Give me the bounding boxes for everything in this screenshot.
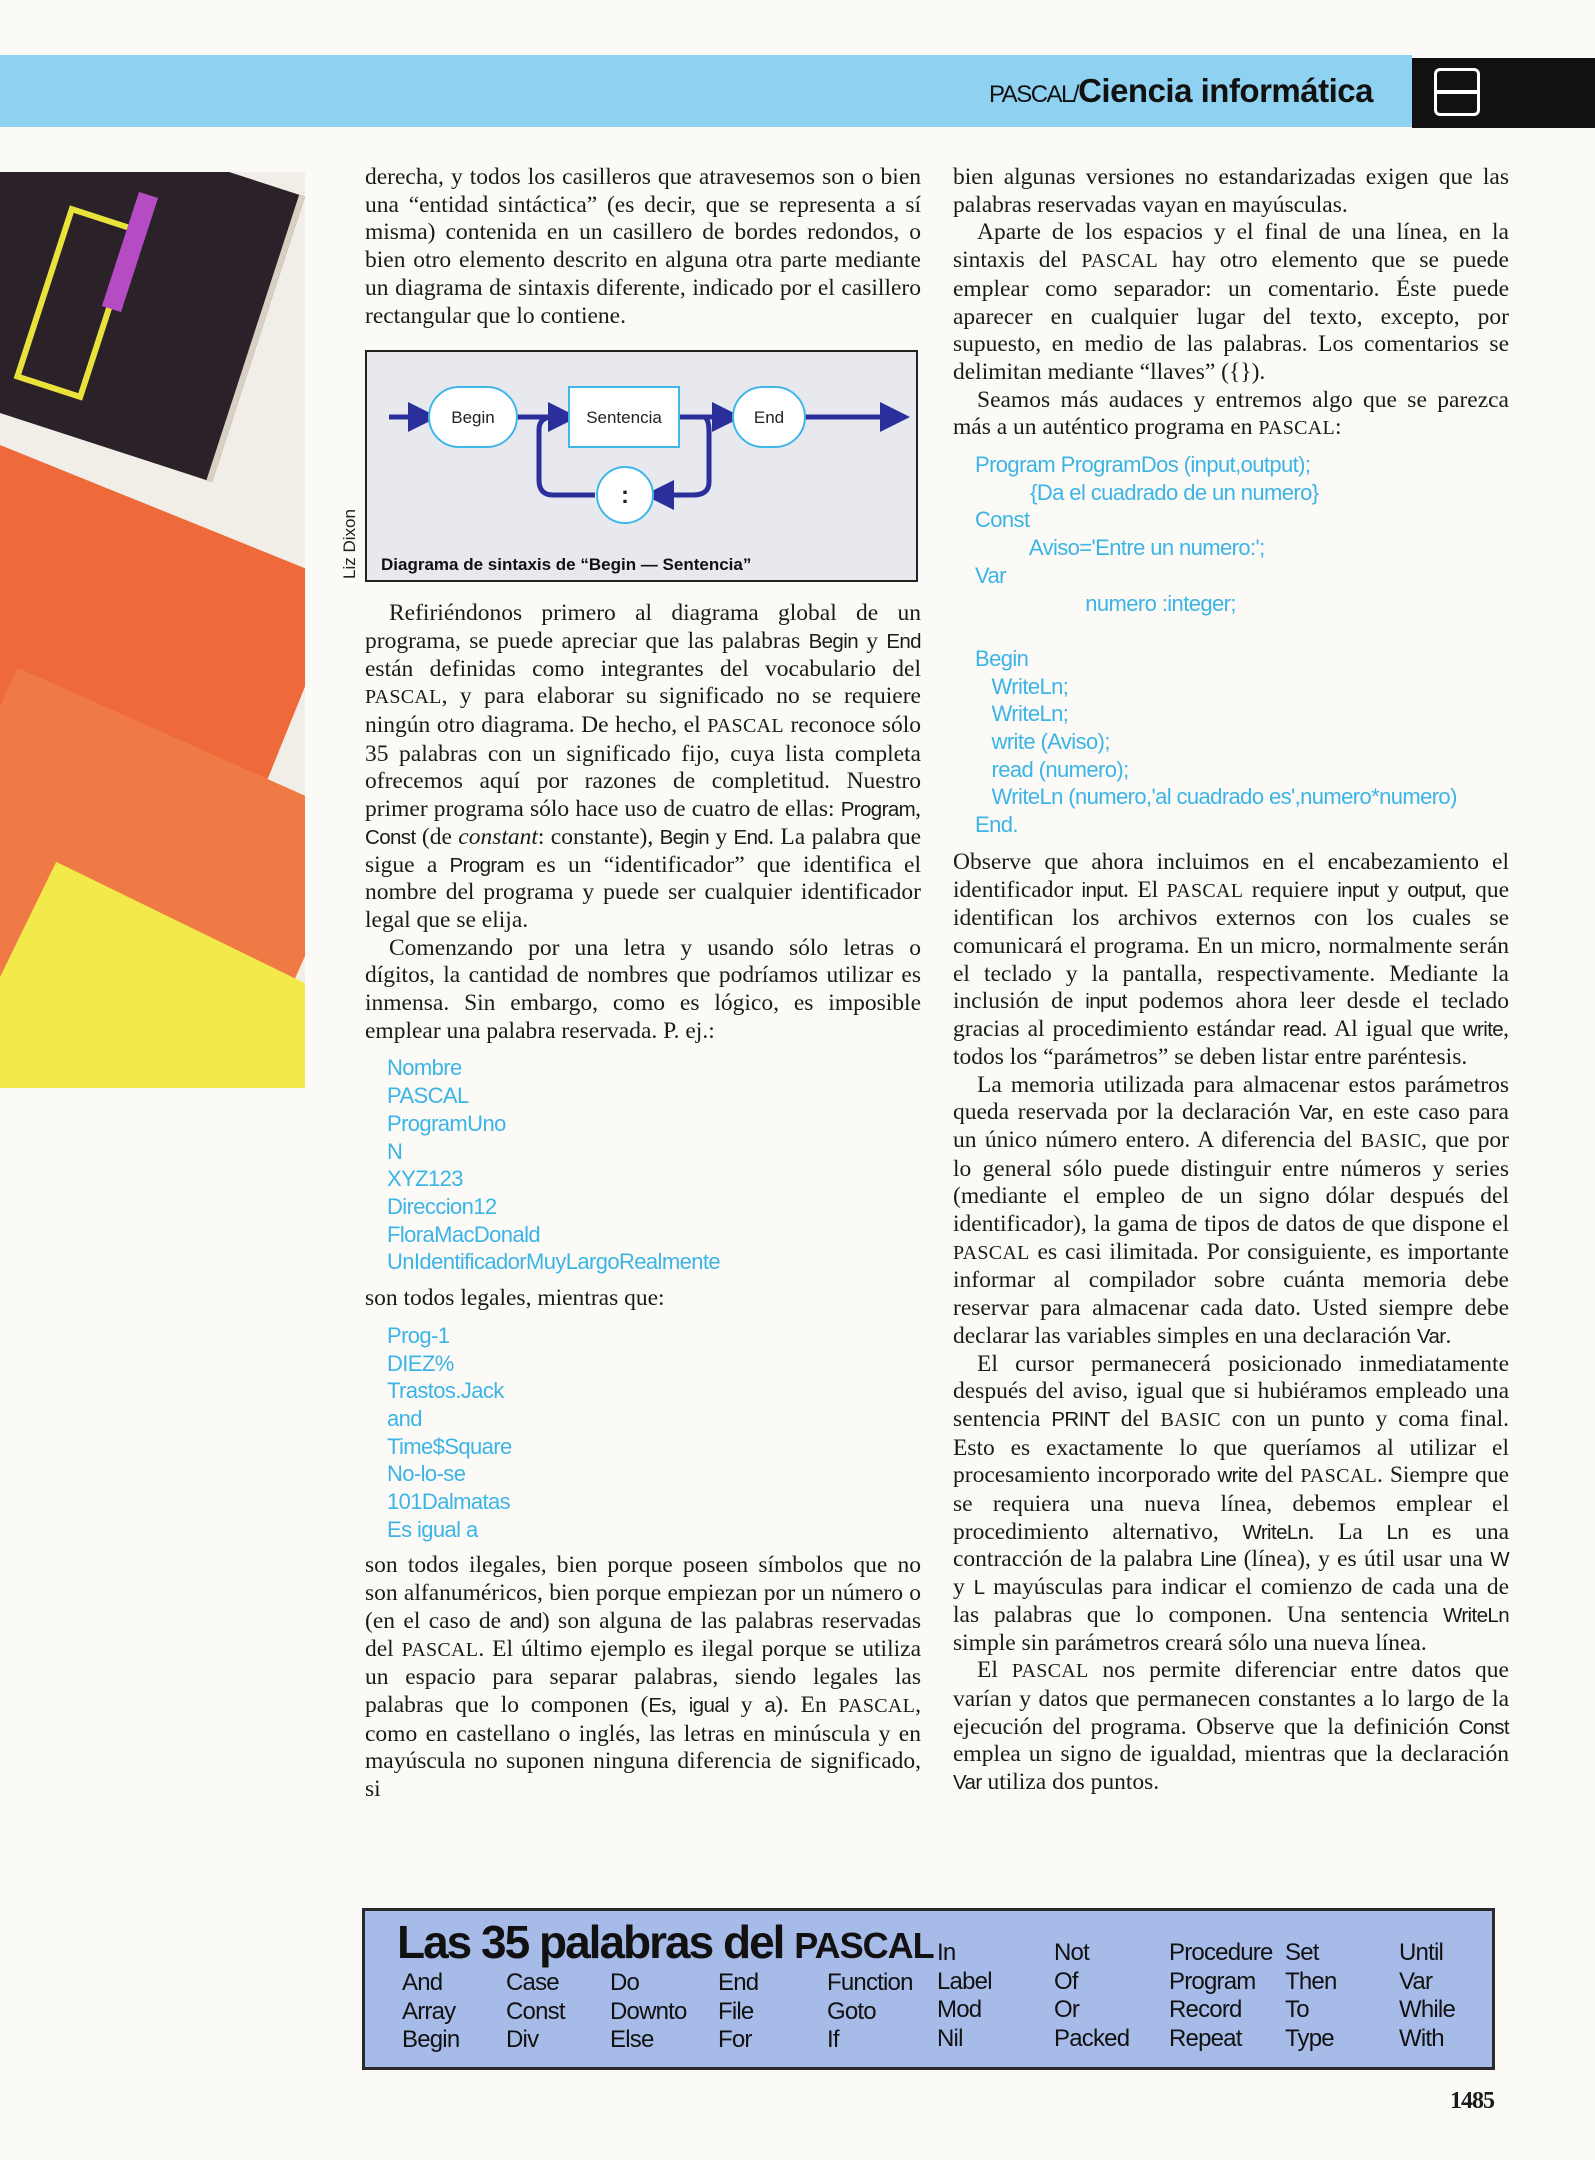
paragraph: Aparte de los espacios y el final de una línea, en la sintaxis del PASCAL hay otro elemento que se puede emplear como separador: un comentario. Éste puede aparecer en cualquier lugar del texto, excepto, por supuesto, en medio de las palabras. Los comentarios se delimitan mediante “llaves” ({}). (953, 219, 1509, 385)
code-line: No-lo-se (387, 1461, 466, 1487)
keyword: input (1081, 878, 1123, 902)
separator-label: : (621, 482, 629, 510)
reserved-word: Of (1054, 1967, 1078, 1995)
paragraph: El cursor permanecerá posicionado inmediatamente después del aviso, igual que si hubiéramos empleado una sentencia PRINT del BASIC con un punto y coma final. Esto es exactamente lo que queríamos al utilizar el procesamiento incorporado write del PASCAL. Siempre que se requiera una nueva línea, debemos emplear el procedimiento alternativo, WriteLn. La Ln es una contracción de la palabra Line (línea), y es útil usar una W y L mayúsculas para indicar el comienzo de cada una de las palabras que lo componen. Una sentencia WriteLn simple sin parámetros creará sólo una nueva línea. (953, 1350, 1510, 1656)
keyword: igual (688, 1693, 730, 1717)
keyword: and (509, 1609, 542, 1633)
section-tab (1412, 58, 1595, 128)
reserved-words-column (506, 1969, 565, 2055)
software-packages-photo (0, 172, 305, 1088)
syntax-diagram-figure (340, 350, 918, 582)
reserved-words-column (1399, 1939, 1455, 2053)
reserved-word: End (718, 1969, 759, 1996)
keyword: L (973, 1576, 985, 1600)
code-line: Var (975, 562, 1006, 588)
code-line (975, 617, 1509, 645)
reserved-word: If (827, 2026, 839, 2053)
reserved-words-column (937, 1939, 992, 2053)
code-line: Direccion12 (387, 1193, 497, 1219)
reserved-word: To (1285, 1996, 1309, 2023)
paragraph: Seamos más audaces y entremos algo que se parezca más a un auténtico programa en PASCAL: (953, 386, 1509, 441)
reserved-word: Else (610, 2026, 654, 2053)
code-line: Const (975, 507, 1030, 533)
language-name: PASCAL (1258, 417, 1336, 440)
reserved-words-column (1169, 1939, 1273, 2053)
running-header (989, 72, 1373, 110)
code-line: FloraMacDonald (387, 1221, 541, 1247)
code-line: Prog-1 (387, 1322, 450, 1348)
language-name: PASCAL (838, 1694, 916, 1717)
keyword: output (1407, 878, 1461, 902)
keyword: Line (1200, 1548, 1237, 1572)
reserved-word: Const (506, 1997, 565, 2025)
code-line: Begin (975, 645, 1029, 671)
code-line: Aviso='Entre un numero:'; (975, 535, 1265, 561)
reserved-word: Set (1285, 1939, 1319, 1966)
begin-label: Begin (451, 408, 495, 428)
pascal-program-listing (975, 451, 1509, 839)
reserved-word: Type (1285, 2024, 1334, 2052)
keyword: W (1490, 1548, 1509, 1572)
reserved-words-column (827, 1969, 913, 2055)
keyword: write (1462, 1018, 1504, 1042)
code-line: read (numero); (975, 756, 1129, 782)
paragraph: Refiriéndonos primero al diagrama global de un programa, se puede apreciar que las palabras Begin y End están definidas como integrantes del vocabulario del PASCAL, y para elaborar su significado no se requiere ningún otro diagrama. De hecho, el PASCAL reconoce sólo 35 palabras con un significado fijo, cuya lista completa ofrecemos aquí por razones de completitud. Nuestro primer programa sólo hace uso de cuatro de ellas: Program, Const (de constant: constante), Begin y End. La palabra que sigue a Program es un “identificador” que identifica el nombre del programa y puede ser cualquier identificador legal que se elija. (365, 600, 921, 933)
legal-identifiers-list (387, 1054, 921, 1276)
syntax-diagram-graphic (367, 352, 916, 580)
reserved-word: Repeat (1169, 2024, 1242, 2052)
keyword: WriteLn (1442, 1603, 1509, 1627)
header-title: Ciencia informática (1078, 72, 1373, 109)
reserved-word: Var (1399, 1967, 1433, 1995)
keyword: Es (648, 1693, 672, 1717)
language-name: PASCAL (953, 1241, 1030, 1264)
left-column (340, 164, 922, 1804)
reserved-words-column (610, 1969, 687, 2055)
code-line: Es igual a (387, 1516, 478, 1542)
keyword: Begin (659, 825, 710, 849)
language-name: PASCAL (1081, 250, 1158, 273)
keyword: Const (365, 825, 416, 849)
illegal-identifiers-list (387, 1322, 921, 1544)
reserved-words-box (362, 1908, 1495, 2070)
reserved-word: Function (827, 1969, 913, 1996)
code-line: UnIdentificadorMuyLargoRealmente (387, 1249, 720, 1275)
end-label: End (753, 408, 785, 428)
code-line: End. (975, 812, 1018, 838)
reserved-word: File (718, 1997, 754, 2025)
reserved-words-column (718, 1969, 758, 2055)
reserved-word: And (402, 1969, 443, 1996)
keyword: Ln (1386, 1520, 1409, 1544)
reserved-words-column (1285, 1939, 1337, 2053)
keyword: read (1282, 1018, 1322, 1042)
paragraph: El PASCAL nos permite diferenciar entre datos que varían y datos que permanecen constantes a lo largo de la ejecución del programa. Observe que la definición Const emplea un signo de igualdad, mientras que la declaración Var utiliza dos puntos. (953, 1657, 1509, 1796)
reserved-word: Downto (610, 1997, 687, 2025)
language-name: PASCAL (365, 686, 442, 709)
paragraph: son todos legales, mientras que: (365, 1285, 665, 1312)
reserved-word: Record (1169, 1996, 1242, 2023)
keyword: Var (953, 1771, 982, 1795)
keyword: a (764, 1693, 776, 1717)
reserved-words-title-text: Las 35 palabras del (397, 1916, 795, 1968)
paragraph: Comenzando por una letra y usando sólo letras o dígitos, la cantidad de nombres que podríamos utilizar es inmensa. Sin embargo, como es lógico, es imposible emplear una palabra reservada. P. ej.: (365, 934, 921, 1044)
code-line: WriteLn; (975, 673, 1069, 699)
emphasis: constant (458, 823, 538, 850)
illustration-credit: Liz Dixon (340, 509, 359, 580)
reserved-word: Then (1285, 1967, 1337, 1995)
language-name: PASCAL (1011, 1660, 1089, 1683)
code-line: numero :integer; (975, 590, 1236, 616)
keyword: input (1337, 878, 1379, 902)
keyword: input (1085, 990, 1127, 1014)
keyword: WriteLn (1242, 1520, 1309, 1544)
code-line: ProgramUno (387, 1110, 506, 1136)
code-line: Time$Square (387, 1433, 512, 1459)
code-line: Trastos.Jack (387, 1378, 504, 1404)
paragraph: bien algunas versiones no estandarizadas exigen que las palabras reservadas vayan en mayúsculas. (953, 164, 1509, 218)
paragraph: son todos ilegales, bien porque poseen símbolos que no son alfanuméricos, bien porque empiezan por un número o (en el caso de and) son alguna de las palabras reservadas del PASCAL. El último ejemplo es ilegal porque se utiliza un espacio para separar palabras, siendo legales las palabras que lo componen (Es, igual y a). En PASCAL, como en castellano o inglés, las letras en minúscula y en mayúscula no suponen ninguna diferencia de significado, si (365, 1552, 922, 1803)
paragraph: La memoria utilizada para almacenar estos parámetros queda reservada por la declaración Var, en este caso para un único número entero. A diferencia del BASIC, que por lo general sólo puede distinguir entre números y series (mediante el empleo de un signo dólar después del identificador), la gama de tipos de datos de que dispone el PASCAL es casi ilimitada. Por consiguiente, es importante informar al compilador sobre cuánta memoria debe reservar para almacenar cada dato. Usted siempre debe declarar las variables simples en una declaración Var. (953, 1071, 1509, 1349)
reserved-word: With (1399, 2024, 1444, 2052)
reserved-word: Array (402, 1997, 456, 2025)
reserved-word: Goto (827, 1997, 876, 2025)
language-name: PASCAL (1300, 1465, 1377, 1488)
reserved-word: Nil (937, 2024, 963, 2052)
reserved-word: For (718, 2026, 752, 2053)
keyword: End (886, 629, 921, 653)
language-name: PASCAL (401, 1638, 479, 1661)
code-line: Program ProgramDos (input,output); (975, 452, 1311, 478)
code-line: 101Dalmatas (387, 1489, 511, 1515)
diagram-caption: Diagrama de sintaxis de “Begin — Sentencia” (381, 555, 752, 575)
reserved-word: Label (937, 1967, 992, 1995)
code-line: XYZ123 (387, 1166, 463, 1192)
reserved-word: Do (610, 1969, 640, 1996)
reserved-word: Begin (402, 2026, 460, 2053)
code-line: Nombre (387, 1055, 462, 1081)
sentencia-label: Sentencia (586, 408, 662, 428)
language-name: BASIC (1160, 1408, 1221, 1431)
code-line: {Da el cuadrado de un numero} (975, 479, 1319, 505)
reserved-word: Program (1169, 1967, 1256, 1995)
keyword: Program (840, 798, 916, 822)
code-line: WriteLn; (975, 701, 1069, 727)
language-name: BASIC (1360, 1129, 1422, 1152)
keyword: End (733, 825, 769, 849)
keyword: PRINT (1051, 1407, 1110, 1431)
reserved-word: Mod (937, 1996, 982, 2023)
reserved-word: Until (1399, 1939, 1444, 1966)
reserved-word: Packed (1054, 2024, 1130, 2052)
reserved-words-column (1054, 1939, 1129, 2053)
keyword: Const (1458, 1715, 1509, 1739)
code-line: WriteLn (numero,'al cuadrado es',numero*numero) (975, 784, 1457, 810)
page-number: 1485 (1450, 2088, 1494, 2114)
keyword: Var (1298, 1101, 1328, 1125)
reserved-word: Case (506, 1969, 559, 1996)
reserved-word: In (937, 1939, 956, 1966)
reserved-words-title (397, 1915, 934, 1969)
reserved-word: Not (1054, 1939, 1089, 1966)
keyword: Var (1416, 1324, 1446, 1348)
code-line: N (387, 1138, 403, 1164)
reserved-word: Procedure (1169, 1939, 1273, 1966)
code-line: PASCAL (387, 1083, 469, 1109)
reserved-words-title-pascal: PASCAL (794, 1925, 934, 1966)
right-column (953, 164, 1509, 1797)
header-section: PASCAL/ (988, 81, 1079, 108)
keyword: Begin (808, 629, 858, 653)
syntax-diagram (365, 350, 918, 582)
reserved-word: Or (1054, 1996, 1080, 2023)
reserved-words-column (402, 1969, 459, 2055)
code-line: write (Aviso); (975, 729, 1110, 755)
keyword: write (1217, 1464, 1258, 1488)
reserved-word: While (1399, 1996, 1456, 2023)
code-line: DIEZ% (387, 1350, 454, 1376)
paragraph: Observe que ahora incluimos en el encabezamiento el identificador input. El PASCAL requiere input y output, que identifican los archivos externos con los cuales se comunicará el programa. En un micro, normalmente serán el teclado y la pantalla, respectivamente. Mediante la inclusión de input podemos ahora leer desde el teclado gracias al procedimiento estándar read. Al igual que write, todos los “parámetros” se deben listar entre paréntesis. (953, 848, 1509, 1070)
keyword: Program (449, 853, 524, 877)
disk-drive-icon (1434, 68, 1480, 116)
reserved-word: Div (506, 2026, 539, 2053)
language-name: PASCAL (707, 715, 784, 738)
code-line: and (387, 1405, 422, 1431)
paragraph: derecha, y todos los casilleros que atravesemos son o bien una “entidad sintáctica” (es decir, que se representa a sí misma) contenida en un casillero de bordes redondos, o bien otro elemento descrito en alguna otra parte mediante un diagrama de sintaxis diferente, indicado por el casillero rectangular que lo contiene. (365, 164, 921, 329)
language-name: PASCAL (1166, 879, 1244, 902)
